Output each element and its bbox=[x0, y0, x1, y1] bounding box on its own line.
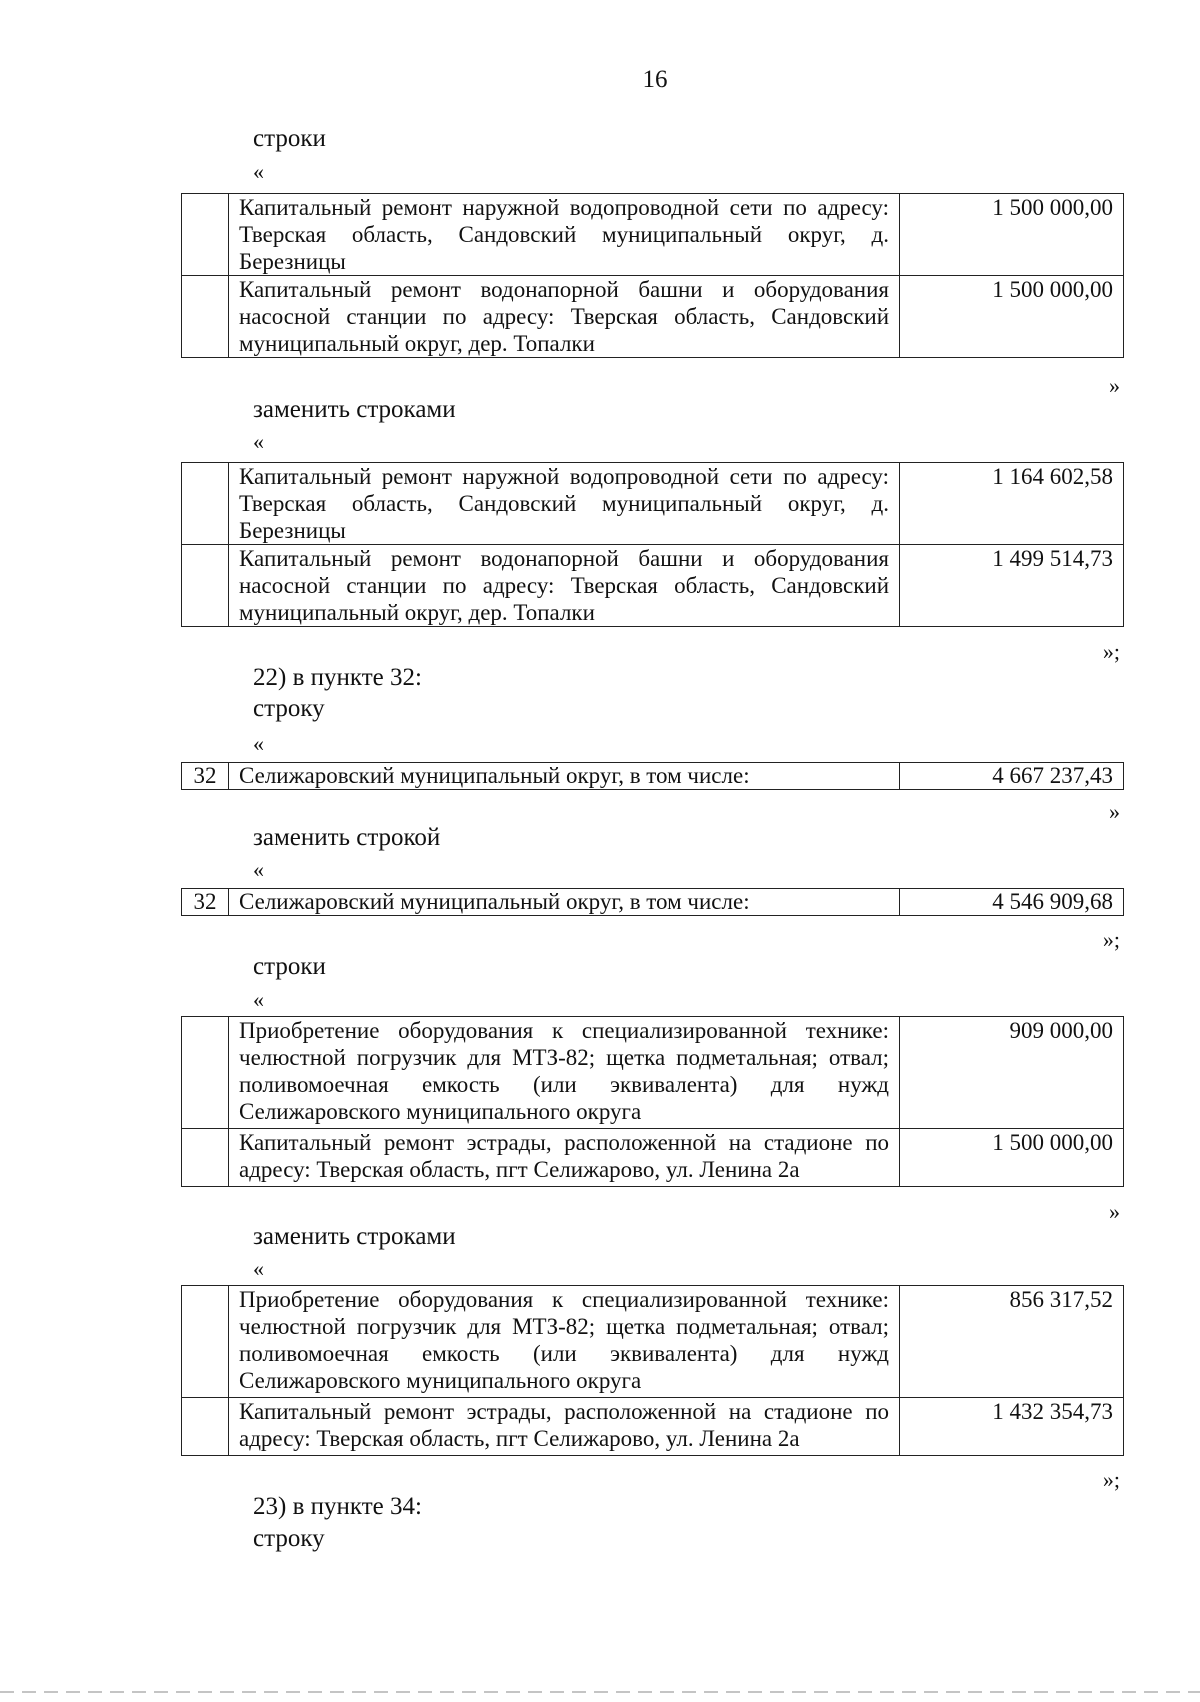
section-label-rows: строки bbox=[253, 125, 326, 152]
table-row bbox=[182, 1286, 1124, 1398]
item-22-heading: 22) в пункте 32: bbox=[253, 664, 422, 691]
table-row bbox=[182, 1017, 1124, 1129]
table-row bbox=[182, 763, 1124, 790]
table-row-old-selizharovo bbox=[181, 762, 1124, 790]
quote-close-semicolon: »; bbox=[1102, 639, 1120, 664]
row-description: Приобретение оборудования к специализированной технике: челюстной погрузчик для МТЗ-82; щетка подметальная; отвал; поливомоечная емкость (или эквивалента) для нужд Селижаровского муниципального округа bbox=[229, 1286, 900, 1398]
quote-close: » bbox=[1109, 799, 1120, 824]
table-row-new-selizharovo bbox=[181, 888, 1124, 916]
scan-edge-line bbox=[0, 1691, 1200, 1693]
row-number bbox=[182, 545, 229, 627]
section-label-replace-rows: заменить строками bbox=[253, 1223, 456, 1250]
row-amount: 1 500 000,00 bbox=[900, 1129, 1124, 1187]
row-description: Капитальный ремонт водонапорной башни и оборудования насосной станции по адресу: Тверская область, Сандовский муниципальный округ, дер. Топалки bbox=[229, 545, 900, 627]
row-description: Приобретение оборудования к специализированной технике: челюстной погрузчик для МТЗ-82; щетка подметальная; отвал; поливомоечная емкость (или эквивалента) для нужд Селижаровского муниципального округа bbox=[229, 1017, 900, 1129]
quote-open: « bbox=[253, 429, 264, 454]
quote-open: « bbox=[253, 731, 264, 756]
row-amount: 4 546 909,68 bbox=[900, 889, 1124, 916]
row-number bbox=[182, 1129, 229, 1187]
row-amount: 856 317,52 bbox=[900, 1286, 1124, 1398]
row-number bbox=[182, 463, 229, 545]
quote-open: « bbox=[253, 159, 264, 184]
quote-close: » bbox=[1109, 1199, 1120, 1224]
row-description: Капитальный ремонт эстрады, расположенной на стадионе по адресу: Тверская область, пгт Селижарово, ул. Ленина 2а bbox=[229, 1398, 900, 1456]
row-amount: 1 432 354,73 bbox=[900, 1398, 1124, 1456]
quote-close-semicolon: »; bbox=[1102, 927, 1120, 952]
item-23-heading: 23) в пункте 34: bbox=[253, 1493, 422, 1520]
quote-open: « bbox=[253, 857, 264, 882]
row-number bbox=[182, 1017, 229, 1129]
row-number: 32 bbox=[182, 889, 229, 916]
item-23-label: строку bbox=[253, 1525, 325, 1552]
row-description: Капитальный ремонт наружной водопроводной сети по адресу: Тверская область, Сандовский муниципальный округ, д. Березницы bbox=[229, 194, 900, 276]
row-description: Селижаровский муниципальный округ, в том числе: bbox=[229, 889, 900, 916]
table-row bbox=[182, 545, 1124, 627]
row-number bbox=[182, 194, 229, 276]
table-rows-new-selizharovo-items bbox=[181, 1285, 1124, 1456]
row-amount: 4 667 237,43 bbox=[900, 763, 1124, 790]
row-amount: 1 500 000,00 bbox=[900, 276, 1124, 358]
quote-close: » bbox=[1109, 373, 1120, 398]
table-rows-new-sandovo bbox=[181, 462, 1124, 627]
row-description: Капитальный ремонт наружной водопроводной сети по адресу: Тверская область, Сандовский муниципальный округ, д. Березницы bbox=[229, 463, 900, 545]
quote-open: « bbox=[253, 987, 264, 1012]
row-amount: 1 164 602,58 bbox=[900, 463, 1124, 545]
row-number: 32 bbox=[182, 763, 229, 790]
row-description: Капитальный ремонт водонапорной башни и оборудования насосной станции по адресу: Тверская область, Сандовский муниципальный округ, дер. Топалки bbox=[229, 276, 900, 358]
row-description: Капитальный ремонт эстрады, расположенной на стадионе по адресу: Тверская область, пгт Селижарово, ул. Ленина 2а bbox=[229, 1129, 900, 1187]
row-number bbox=[182, 276, 229, 358]
table-row bbox=[182, 194, 1124, 276]
item-22-label: строку bbox=[253, 695, 325, 722]
row-number bbox=[182, 1286, 229, 1398]
quote-close-semicolon: »; bbox=[1102, 1467, 1120, 1492]
section-label-replace-row: заменить строкой bbox=[253, 824, 441, 851]
table-row bbox=[182, 276, 1124, 358]
section-label-rows: строки bbox=[253, 953, 326, 980]
table-rows-old-selizharovo-items bbox=[181, 1016, 1124, 1187]
row-amount: 1 500 000,00 bbox=[900, 194, 1124, 276]
row-number bbox=[182, 1398, 229, 1456]
page-number: 16 bbox=[642, 66, 668, 93]
quote-open: « bbox=[253, 1256, 264, 1281]
section-label-replace-rows: заменить строками bbox=[253, 396, 456, 423]
table-rows-old-sandovo bbox=[181, 193, 1124, 358]
row-amount: 909 000,00 bbox=[900, 1017, 1124, 1129]
table-row bbox=[182, 463, 1124, 545]
row-amount: 1 499 514,73 bbox=[900, 545, 1124, 627]
row-description: Селижаровский муниципальный округ, в том числе: bbox=[229, 763, 900, 790]
table-row bbox=[182, 1129, 1124, 1187]
table-row bbox=[182, 889, 1124, 916]
table-row bbox=[182, 1398, 1124, 1456]
